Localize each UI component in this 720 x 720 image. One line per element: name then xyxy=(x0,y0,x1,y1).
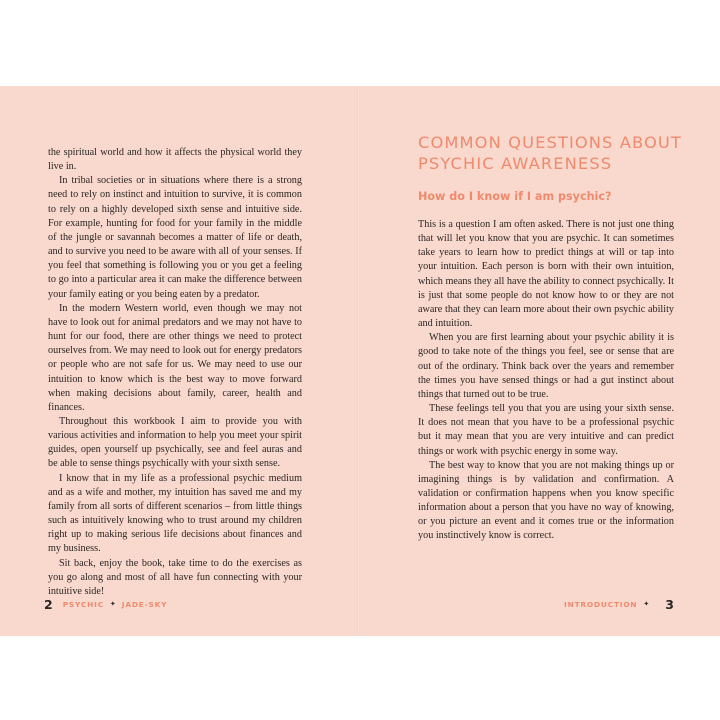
right-page xyxy=(360,86,720,636)
page-number: 3 xyxy=(665,596,674,612)
paragraph: In tribal societies or in situations where there is a strong need to rely on instinct and intuition to survive, it is common to rely on a highly developed sixth sense and intuitive side. For example, hunting for food for your family in the middle of the jungle or savannah becomes a matter of life or death, and to survive you need to be aware with all of your senses. If you feel that something is following you or you get a feeling to go into a particular area it can make the difference between your family eating or you being eaten by a predator. xyxy=(48,175,302,300)
right-footer xyxy=(564,596,674,612)
paragraph: the spiritual world and how it affects the physical world they live in. xyxy=(48,147,302,173)
running-head-book: PSYCHIC xyxy=(62,599,104,609)
running-head-author: JADE-SKY xyxy=(121,599,168,609)
section-heading: How do I know if I am psychic? xyxy=(418,190,612,203)
running-head-section: INTRODUCTION xyxy=(564,599,638,609)
left-page xyxy=(0,86,357,636)
page-number: 2 xyxy=(44,596,53,612)
paragraph: When you are first learning about your psychic ability it is good to take note of the things you feel, see or sense that are out of the ordinary. Think back over the years and remember the times you have sensed things or had a gut instinct about things that turned out to be true. xyxy=(418,332,674,400)
right-page-body xyxy=(418,218,674,544)
paragraph: The best way to know that you are not making things up or imagining things is by validation and confirmation. A validation or confirmation happens when you know specific information about a person that you have no way of knowing, or you picture an event and it comes true or the information you instinctively know is correct. xyxy=(418,459,674,542)
paragraph: I know that in my life as a professional psychic medium and as a wife and mother, my intuition has saved me and my family from all sorts of different scenarios – from little things such as intuitively knowing who to trust around my children right up to making serious life decisions about finances and my business. xyxy=(48,472,302,555)
separator-icon: ✦ xyxy=(109,600,116,608)
paragraph: Throughout this workbook I aim to provide you with various activities and information to help you meet your spirit guides, open yourself up psychically, see and feel auras and be able to sense things psychically with your sixth sense. xyxy=(48,415,302,470)
left-footer xyxy=(44,596,167,612)
paragraph: These feelings tell you that you are using your sixth sense. It does not mean that you have to be a professional psychic but it may mean that you are very intuitive and can predict things or work with psychic energy in some way. xyxy=(418,403,674,457)
book-spread xyxy=(0,86,720,636)
paragraph: Sit back, enjoy the book, take time to do the exercises as you go along and most of all have fun connecting with your intuitive side! xyxy=(48,557,302,597)
separator-icon: ✦ xyxy=(643,600,650,608)
paragraph: This is a question I am often asked. There is not just one thing that will let you know that you are psychic. It can sometimes take years to learn how to predict things at will or tap into your intuition. Each person is born with their own intuition, which means they all have the ability to connect psychically. It is just that some people do not know how to or they are not aware that they can learn more about their own psychic ability and intuition. xyxy=(418,219,674,330)
left-page-body xyxy=(48,146,302,599)
paragraph: In the modern Western world, even though we may not have to look out for animal predators and we may not have to hunt for our food, there are other things we need to protect ourselves from. We may need to look out for energy predators or people who are not safe for us. We may need to use our intuition to know which is the best way to move forward when making decisions about family, career, health and finances. xyxy=(48,302,302,413)
chapter-title: COMMON QUESTIONS ABOUT PSYCHIC AWARENESS xyxy=(418,133,682,173)
